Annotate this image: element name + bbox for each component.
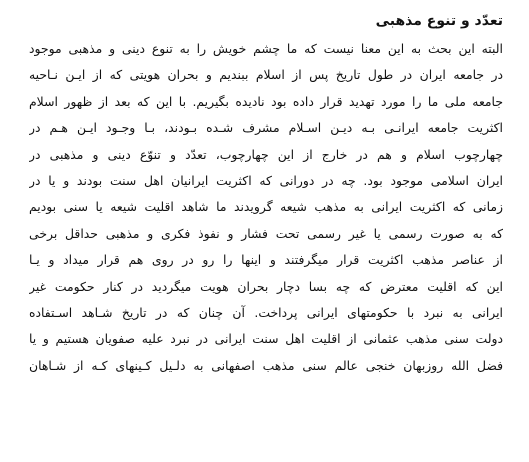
- text-line: ایران اسلامی موجود بود. چه در دورانی که اکثریت ایرانیان اهل سنت بودند و یا در: [29, 172, 503, 188]
- section-heading: تعدّد و تنوع مذهبی: [375, 13, 503, 29]
- body-text: [29, 36, 503, 379]
- text-line: از عناصر مذهب اکثریت قرار میگرفتند و اینها را رو در روی هم قرار میداد و یـا: [29, 252, 503, 268]
- text-line: فضل الله روزبهان خنجی عالم سنی مذهب اصفهانی به دلـیل کـینهای کـه از شـاهان: [29, 357, 503, 373]
- text-line: این که اقلیت معترض که چه بسا دچار بحران هویت میگردید در کنار حکومت غیر: [29, 278, 503, 294]
- text-line: که به صورت رسمی یا غیر رسمی تحت فشار و نفوذ فکری و مذهبی حداقل برخی: [29, 225, 503, 241]
- text-line: اکثریت جامعه ایرانـی بـه دیـن اسـلام مشرف شـده بـودند، بـا وجـود ایـن هـم در: [29, 120, 503, 136]
- text-line: جامعه ملی ما را مورد تهدید قرار داده بود نادیده بگیریم. با این که بعد از ظهور اسلام: [29, 93, 503, 109]
- text-line: ایرانی به نبرد با حکومتهای ایرانی پرداخت. آن چنان که در تاریخ شـاهد اسـتفاده: [29, 304, 503, 320]
- text-line: البته این بحث به این معنا نیست که ما چشم خویش را به تنوع دینی و مذهبی موجود: [29, 41, 503, 56]
- text-line: در جامعه ایران در طول تاریخ پس از اسلام ببندیم و بحران هویتی که از ایـن نـاحیه: [29, 67, 503, 83]
- text-line: زمانی که اکثریت ایرانی به مذهب شیعه گرویدند ما شاهد اقلیت شیعه یا سنی بودیم: [29, 199, 503, 215]
- text-line: چهارچوب اسلام و هم در خارج از این چهارچوب، تعدّد و تنوّع دینی و مذهبی در: [29, 146, 503, 162]
- text-line: دولت سنی مذهب عثمانی از اقلیت اهل سنت ایرانی در نبرد علیه صفویان هستیم و یا: [29, 331, 503, 347]
